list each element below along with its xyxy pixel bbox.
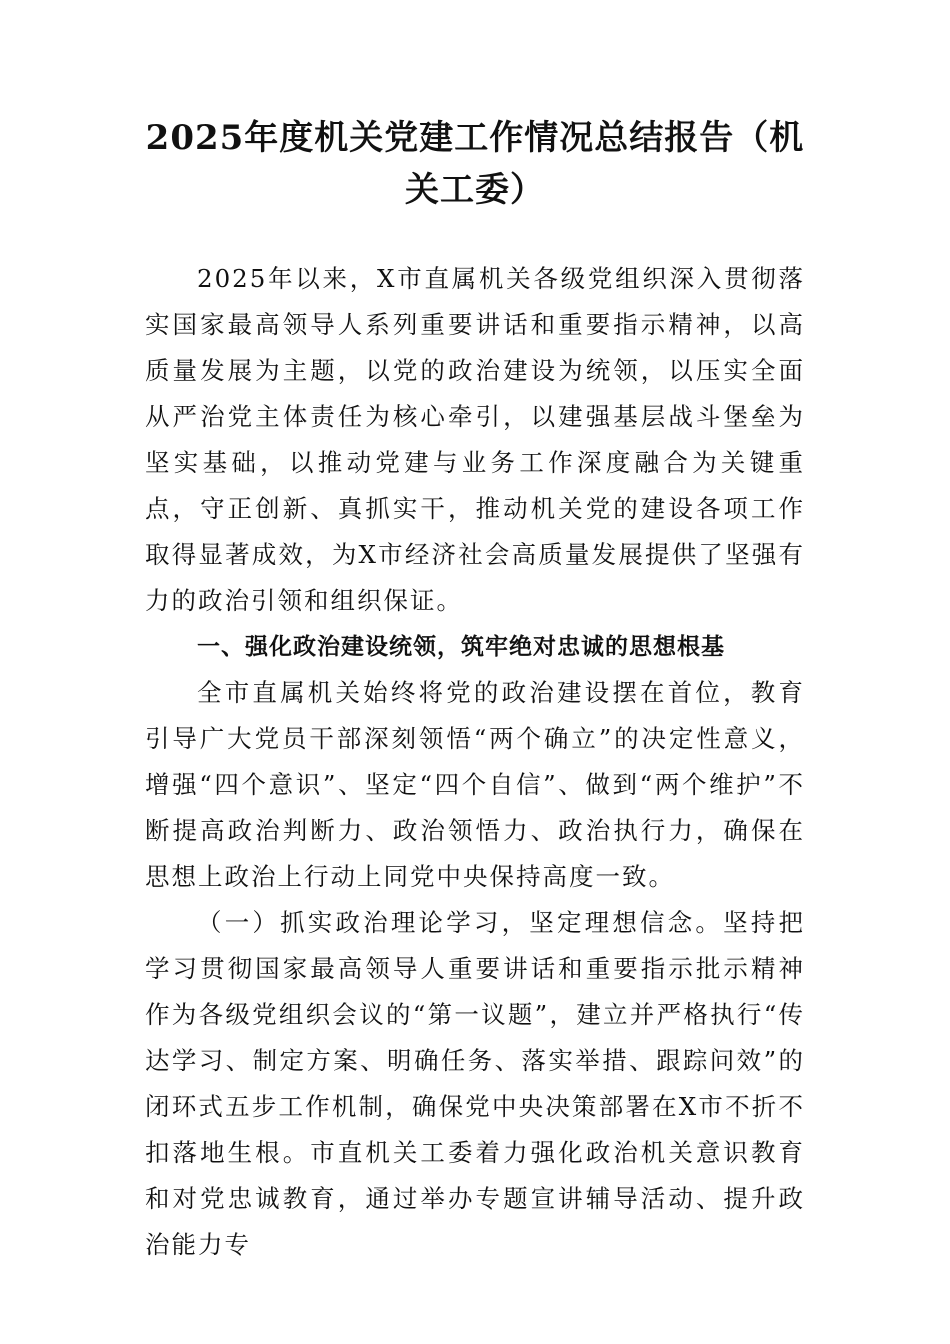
intro-paragraph: 2025年以来，X市直属机关各级党组织深入贯彻落实国家最高领导人系列重要讲话和重要指示精神，以高质量发展为主题，以党的政治建设为统领，以压实全面从严治党主体责任为核心牵引，以建强基层战斗堡垒为坚实基础，以推动党建与业务工作深度融合为关键重点，守正创新、真抓实干，推动机关党的建设各项工作取得显著成效，为X市经济社会高质量发展提供了坚强有力的政治引领和组织保证。	[145, 264, 805, 615]
document-body	[145, 256, 805, 1268]
section-heading: 一、强化政治建设统领，筑牢绝对忠诚的思想根基	[197, 634, 725, 660]
subsection-paragraph: （一）抓实政治理论学习，坚定理想信念。坚持把学习贯彻国家最高领导人重要讲话和重要指示批示精神作为各级党组织会议的“第一议题”，建立并严格执行“传达学习、制定方案、明确任务、落实举措、跟踪问效”的闭环式五步工作机制，确保党中央决策部署在X市不折不扣落地生根。市直机关工委着力强化政治机关意识教育和对党忠诚教育，通过举办专题宣讲辅导活动、提升政治能力专	[145, 908, 805, 1259]
section-paragraph: 全市直属机关始终将党的政治建设摆在首位，教育引导广大党员干部深刻领悟“两个确立”的决定性意义，增强“四个意识”、坚定“四个自信”、做到“两个维护”不断提高政治判断力、政治领悟力、政治执行力，确保在思想上政治上行动上同党中央保持高度一致。	[145, 678, 805, 891]
document-title: 2025年度机关党建工作情况总结报告（机关工委）	[145, 118, 805, 210]
